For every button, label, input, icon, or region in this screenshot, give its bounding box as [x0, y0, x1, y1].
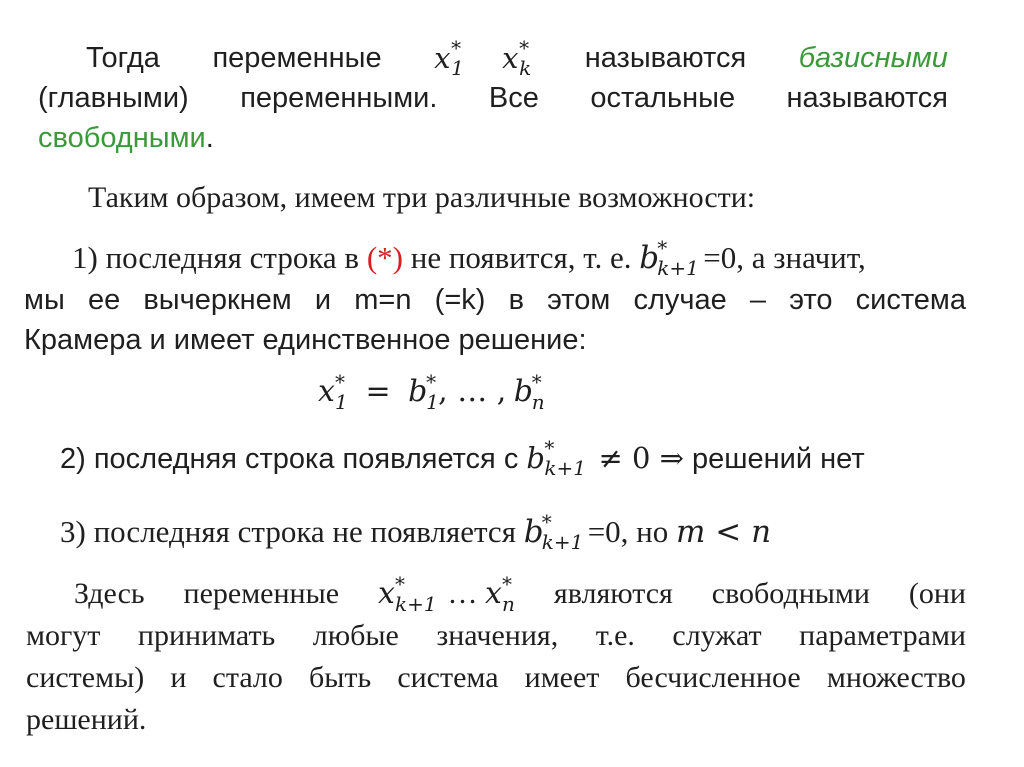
word: переменные — [212, 42, 382, 74]
math-bk1-star: b * k+1 — [526, 436, 586, 480]
para6-line1: Здесь переменные x * k+1 … x * n являются свободными (они — [74, 572, 966, 616]
para1-line1 — [86, 36, 948, 80]
math-xk1-xn: x * k+1 … x * n — [378, 572, 515, 616]
math-m-lt-n: m < n — [676, 514, 772, 550]
math-bk1-star: b * k+1 — [639, 236, 699, 280]
word: (главными) — [38, 82, 189, 114]
para6-line3: системы) и стало быть система имеет бесчисленное множество — [26, 661, 966, 694]
para6-line4: решений. — [26, 703, 147, 736]
word: называются — [786, 82, 948, 114]
word: Тогда — [86, 42, 160, 74]
para4: 2) последняя строка появляется с b * k+1 ≠ 0 ⇒ решений нет — [60, 436, 865, 480]
word: называются — [584, 42, 747, 74]
para1-line2 — [38, 80, 948, 116]
term-free: свободными — [38, 122, 206, 154]
math-bk1-star: b * k+1 — [523, 510, 584, 554]
para3-line2: мы ее вычеркнем и m=n (=k) в этом случае – это система — [24, 284, 966, 316]
ref-star: (*) — [366, 240, 403, 275]
word: остальные — [590, 82, 736, 114]
term-basic: базисными — [798, 42, 948, 74]
math-x1-star: x * 1 x * k — [434, 36, 532, 80]
para3-line1: 1) последняя строка в (*) не появится, т. е. b * k+1 =0, а значит, — [72, 236, 866, 280]
para1-line3: свободными. — [38, 122, 214, 154]
para6-line2: могут принимать любые значения, т.е. служат параметрами — [26, 619, 966, 652]
para2-text: Таким образом, имеем три различные возможности: — [88, 181, 756, 214]
formula-cramer: x * 1 = b * 1 , … , b * n — [318, 370, 545, 414]
para2 — [88, 180, 755, 216]
para5: 3) последняя строка не появляется b * k+1 =0, но m < n — [60, 510, 772, 554]
word: Все — [488, 82, 539, 114]
para3-line3: Крамера и имеет единственное решение: — [24, 324, 587, 356]
word: переменными. — [240, 82, 438, 114]
